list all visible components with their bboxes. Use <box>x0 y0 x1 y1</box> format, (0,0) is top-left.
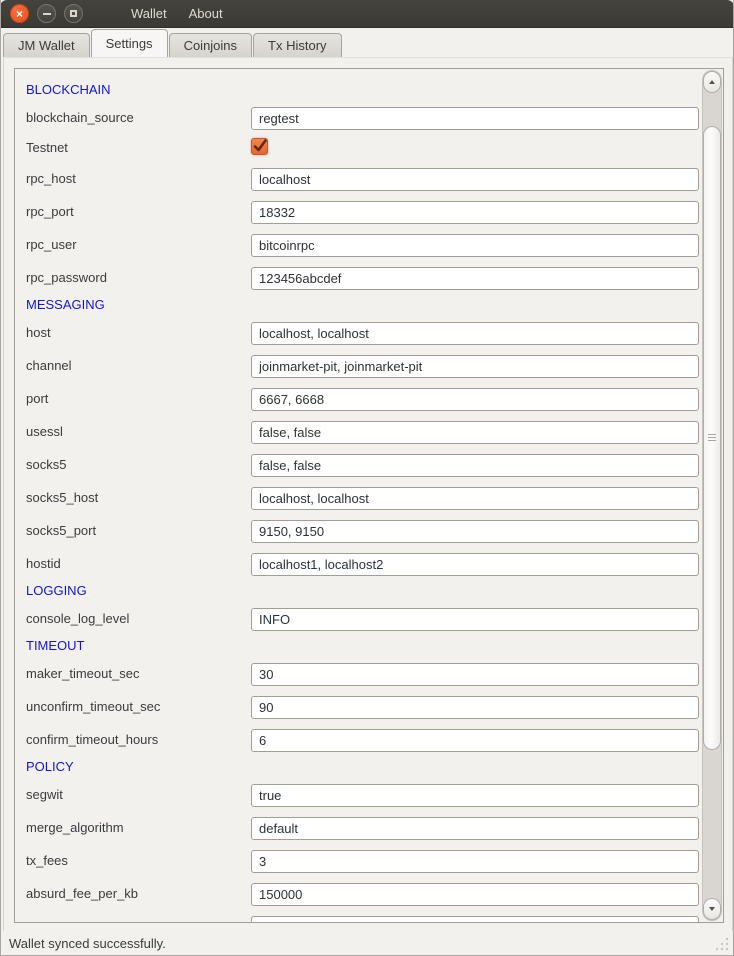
menubar <box>131 6 223 21</box>
up-arrow-icon <box>709 80 715 84</box>
menu-item-wallet[interactable]: Wallet <box>131 6 167 21</box>
tab-coinjoins[interactable]: Coinjoins <box>169 33 252 57</box>
settings-scroll-area <box>14 68 724 923</box>
field-row <box>26 449 703 482</box>
field-row <box>26 878 703 911</box>
maximize-icon <box>70 10 77 17</box>
socks5-host-input[interactable] <box>251 487 699 510</box>
field-row <box>26 691 703 724</box>
title-bar <box>0 0 734 28</box>
scrollbar-track[interactable] <box>702 70 722 921</box>
channel-input[interactable] <box>251 355 699 378</box>
field-label: socks5 <box>26 457 67 472</box>
scrollbar-thumb[interactable] <box>703 126 721 750</box>
field-row <box>26 262 703 295</box>
field-row <box>26 845 703 878</box>
status-bar <box>1 931 733 955</box>
field-label: rpc_port <box>26 204 74 219</box>
field-row <box>26 482 703 515</box>
port-input[interactable] <box>251 388 699 411</box>
field-label: tx_fees <box>26 853 68 868</box>
clipped-input[interactable] <box>251 916 699 923</box>
window-close-button[interactable] <box>10 4 29 23</box>
field-row <box>26 548 703 581</box>
section-header-blockchain: BLOCKCHAIN <box>26 82 111 97</box>
field-row <box>26 911 703 923</box>
status-text: Wallet synced successfully. <box>9 935 166 951</box>
field-row <box>26 383 703 416</box>
field-label: socks5_host <box>26 490 99 505</box>
field-row <box>26 416 703 449</box>
scrollbar-grip-icon <box>708 434 716 443</box>
field-label: usessl <box>26 424 63 439</box>
maker-timeout-sec-input[interactable] <box>251 663 699 686</box>
console-log-level-input[interactable] <box>251 608 699 631</box>
field-label: socks5_port <box>26 523 97 538</box>
field-label: channel <box>26 358 72 373</box>
menu-item-about[interactable]: About <box>188 6 223 21</box>
field-label: port <box>26 391 49 406</box>
socks5-input[interactable] <box>251 454 699 477</box>
rpc-password-input[interactable] <box>251 267 699 290</box>
field-label: rpc_host <box>26 171 76 186</box>
window-minimize-button[interactable] <box>37 4 56 23</box>
field-label: maker_timeout_sec <box>26 666 140 681</box>
tab-settings[interactable]: Settings <box>91 29 168 57</box>
checkmark-icon <box>252 139 267 154</box>
down-arrow-icon <box>709 907 715 911</box>
tab-jm-wallet[interactable]: JM Wallet <box>3 33 90 57</box>
section-header-messaging: MESSAGING <box>26 297 105 312</box>
rpc-port-input[interactable] <box>251 201 699 224</box>
field-label: hostid <box>26 556 61 571</box>
field-row <box>26 317 703 350</box>
field-label: unconfirm_timeout_sec <box>26 699 161 714</box>
field-row <box>26 812 703 845</box>
unconfirm-timeout-sec-input[interactable] <box>251 696 699 719</box>
absurd-fee-per-kb-input[interactable] <box>251 883 699 906</box>
rpc-host-input[interactable] <box>251 168 699 191</box>
field-label: console_log_level <box>26 611 130 626</box>
field-label: merge_algorithm <box>26 820 124 835</box>
field-label: rpc_user <box>26 237 77 252</box>
field-label: segwit <box>26 787 63 802</box>
field-row <box>26 779 703 812</box>
field-row <box>26 196 703 229</box>
field-row <box>26 350 703 383</box>
scrollbar-up-button[interactable] <box>703 71 721 93</box>
settings-tab-pane <box>3 57 733 932</box>
field-row <box>26 515 703 548</box>
blockchain-source-input[interactable] <box>251 107 699 130</box>
field-label: confirm_timeout_hours <box>26 732 159 747</box>
field-label: blockchain_source <box>26 110 134 125</box>
resize-grip[interactable] <box>714 936 730 952</box>
scrollbar-down-button[interactable] <box>703 898 721 920</box>
field-row <box>26 603 703 636</box>
host-input[interactable] <box>251 322 699 345</box>
field-row <box>26 724 703 757</box>
field-row <box>26 163 703 196</box>
field-row <box>26 135 703 163</box>
field-row <box>26 102 703 135</box>
socks5-port-input[interactable] <box>251 520 699 543</box>
segwit-input[interactable] <box>251 784 699 807</box>
merge-algorithm-input[interactable] <box>251 817 699 840</box>
rpc-user-input[interactable] <box>251 234 699 257</box>
tab-bar <box>1 28 733 57</box>
field-label: Testnet <box>26 140 68 155</box>
testnet-checkbox[interactable] <box>251 138 268 155</box>
close-icon: × <box>15 6 23 21</box>
tab-tx-history[interactable]: Tx History <box>253 33 342 57</box>
field-label: absurd_fee_per_kb <box>26 886 139 901</box>
field-row <box>26 229 703 262</box>
section-header-timeout: TIMEOUT <box>26 638 85 653</box>
field-label: host <box>26 325 51 340</box>
field-row <box>26 658 703 691</box>
section-header-policy: POLICY <box>26 759 74 774</box>
settings-form <box>15 69 703 923</box>
tx-fees-input[interactable] <box>251 850 699 873</box>
usessl-input[interactable] <box>251 421 699 444</box>
section-header-logging: LOGGING <box>26 583 87 598</box>
field-label: rpc_password <box>26 270 107 285</box>
hostid-input[interactable] <box>251 553 699 576</box>
window-maximize-button[interactable] <box>64 4 83 23</box>
confirm-timeout-hours-input[interactable] <box>251 729 699 752</box>
minimize-icon <box>43 13 51 15</box>
